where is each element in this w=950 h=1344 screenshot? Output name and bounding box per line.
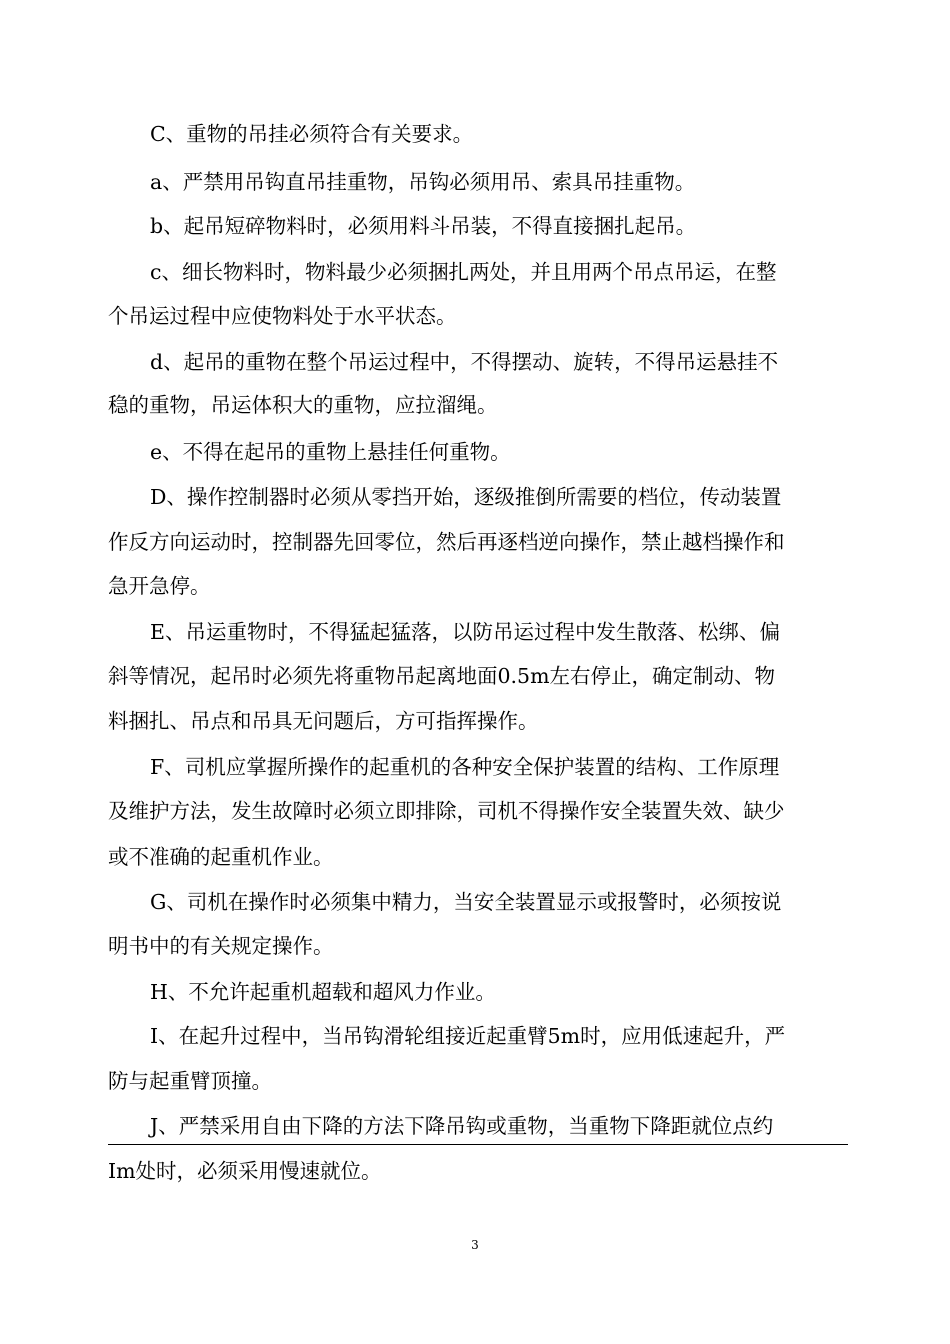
paragraph-line: J、严禁采用自由下降的方法下降吊钩或重物，当重物下降距就位点约 <box>150 1114 774 1138</box>
paragraph-line: Im处时，必须采用慢速就位。 <box>108 1159 382 1183</box>
paragraph-line: C、重物的吊挂必须符合有关要求。 <box>150 122 474 146</box>
paragraph-line: c、细长物料时，物料最少必须捆扎两处，并且用两个吊点吊运，在整 <box>150 260 777 284</box>
paragraph-line: d、起吊的重物在整个吊运过程中，不得摆动、旋转，不得吊运悬挂不 <box>150 350 779 374</box>
paragraph-line: H、不允许起重机超载和超风力作业。 <box>150 980 496 1004</box>
paragraph-line: 明书中的有关规定操作。 <box>108 934 334 958</box>
paragraph-line: 个吊运过程中应使物料处于水平状态。 <box>108 304 457 328</box>
paragraph-line: G、司机在操作时必须集中精力，当安全装置显示或报警时，必须按说 <box>150 890 782 914</box>
paragraph-line: 急开急停。 <box>108 574 211 598</box>
paragraph-line: D、操作控制器时必须从零挡开始，逐级推倒所需要的档位，传动装置 <box>150 485 782 509</box>
footer-divider <box>108 1144 848 1145</box>
paragraph-line: 或不准确的起重机作业。 <box>108 845 334 869</box>
paragraph-line: E、吊运重物时，不得猛起猛落，以防吊运过程中发生散落、松绑、偏 <box>150 620 780 644</box>
paragraph-line: 作反方向运动时，控制器先回零位，然后再逐档逆向操作，禁止越档操作和 <box>108 530 785 554</box>
paragraph-line: 斜等情况，起吊时必须先将重物吊起离地面0.5m左右停止，确定制动、物 <box>108 664 776 688</box>
paragraph-line: F、司机应掌握所操作的起重机的各种安全保护装置的结构、工作原理 <box>150 755 780 779</box>
paragraph-line: 料捆扎、吊点和吊具无问题后，方可指挥操作。 <box>108 709 539 733</box>
page-number: 3 <box>471 1238 479 1252</box>
paragraph-line: e、不得在起吊的重物上悬挂任何重物。 <box>150 440 511 464</box>
paragraph-line: b、起吊短碎物料时，必须用料斗吊装，不得直接捆扎起吊。 <box>150 214 697 238</box>
paragraph-line: I、在起升过程中，当吊钩滑轮组接近起重臂5m时，应用低速起升，严 <box>150 1024 786 1048</box>
paragraph-line: 及维护方法，发生故障时必须立即排除，司机不得操作安全装置失效、缺少 <box>108 799 785 823</box>
paragraph-line: a、严禁用吊钩直吊挂重物，吊钩必须用吊、索具吊挂重物。 <box>150 170 696 194</box>
paragraph-line: 稳的重物，吊运体积大的重物，应拉溜绳。 <box>108 393 498 417</box>
paragraph-line: 防与起重臂顶撞。 <box>108 1069 272 1093</box>
